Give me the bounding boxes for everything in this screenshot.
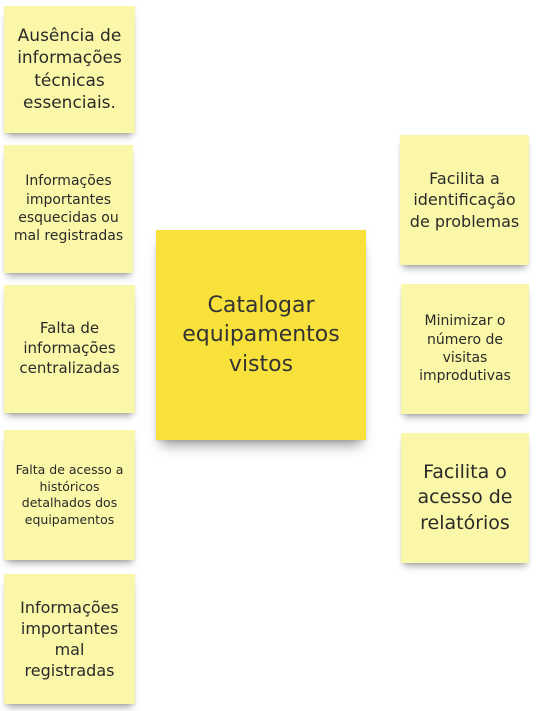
sticky-note-text: Catalogar equipamentos vistos	[182, 293, 340, 377]
sticky-note-text: Informações importantes mal registradas	[20, 597, 119, 681]
sticky-note-text: Minimizar o número de visitas improdutivas	[419, 313, 511, 385]
sticky-note-text: Ausência de informações técnicas essenciais.	[17, 25, 122, 113]
sticky-note-benefit-1[interactable]	[400, 135, 529, 265]
sticky-note-problem-5[interactable]	[4, 574, 135, 704]
sticky-note-text: Falta de informações centralizadas	[19, 319, 120, 377]
sticky-note-text: Facilita o acesso de relatórios	[417, 461, 513, 534]
sticky-note-problem-3[interactable]	[4, 285, 135, 413]
sticky-note-problem-4[interactable]	[4, 430, 135, 560]
sticky-note-problem-1[interactable]	[4, 6, 135, 133]
sticky-note-main-idea[interactable]	[156, 230, 366, 440]
sticky-note-text: Informações importantes esquecidas ou mal registradas	[13, 173, 124, 245]
sticky-note-benefit-2[interactable]	[401, 284, 529, 414]
sticky-note-benefit-3[interactable]	[401, 433, 529, 563]
sticky-note-text: Falta de acesso a históricos detalhados dos equipamentos	[15, 462, 124, 527]
sticky-note-text: Facilita a identificação de problemas	[409, 169, 520, 231]
sticky-note-problem-2[interactable]	[4, 145, 133, 273]
